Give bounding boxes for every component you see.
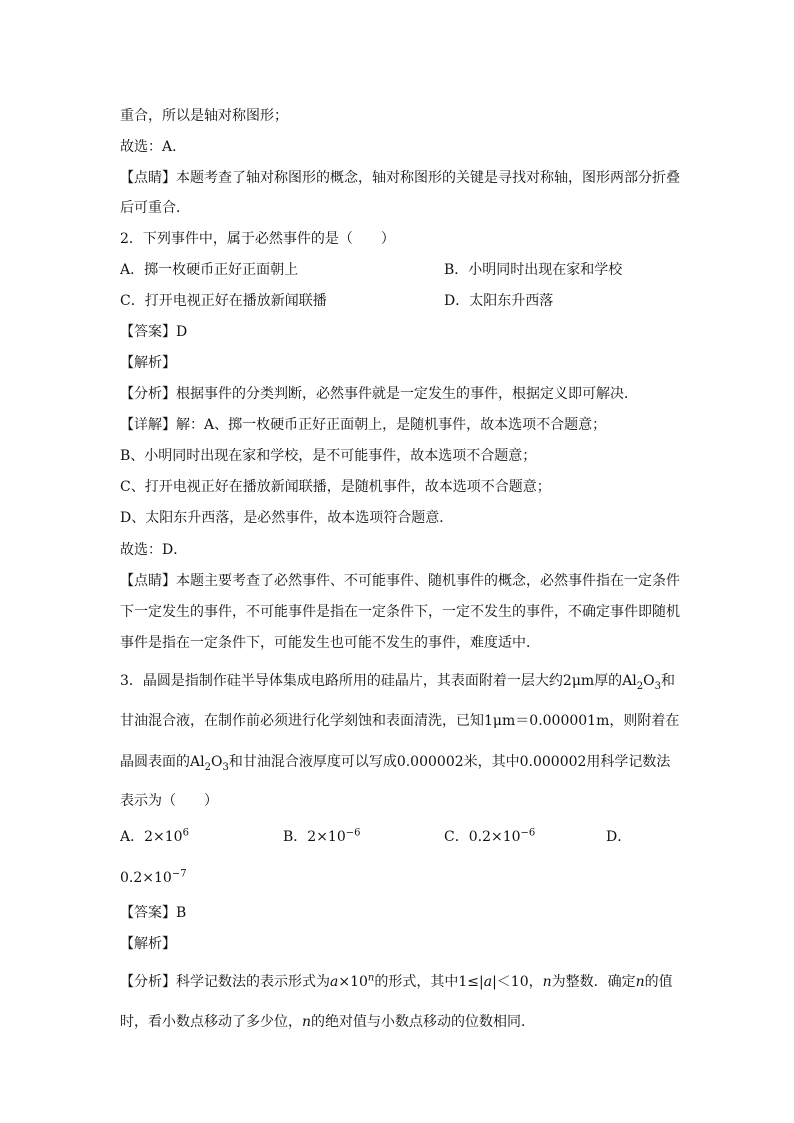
option-b (283, 827, 361, 847)
var-a: a (483, 974, 493, 990)
analysis-text: 【分析】根据事件的分类判断，必然事件就是一定发生的事件，根据定义即可解决． (120, 386, 638, 402)
text-run: 的形式，其中 (374, 974, 459, 990)
symbol: O (643, 673, 655, 689)
text-run: 的值 (644, 974, 673, 990)
range-right: |＜10 (492, 974, 529, 990)
formula-range (458, 974, 528, 990)
answer-label: 【答案】D (120, 324, 188, 340)
range-left: 1≤| (458, 974, 484, 990)
formula (307, 829, 360, 845)
exponent: −6 (520, 827, 536, 839)
text-line: 重合，所以是轴对称图形； (120, 108, 288, 124)
detail-text: D、太阳东升西落，是必然事件，故本选项符合题意． (120, 510, 454, 526)
text-run: 和 (661, 673, 676, 689)
text-run: 为整数．确定 (551, 974, 636, 990)
text-run: 的绝对值与小数点移动的位数相同． (311, 1014, 536, 1030)
option-d: D．太阳东升西落 (444, 293, 554, 309)
formula (120, 870, 187, 886)
option-d-formula (120, 868, 187, 888)
option-c: C．打开电视正好在播放新闻联播 (120, 293, 327, 309)
symbol: Al (622, 673, 637, 689)
symbol: Al (190, 754, 205, 770)
formula-base: 0.2×10 (468, 829, 521, 845)
comment-text: 【点睛】本题主要考查了必然事件、不可能事件、随机事件的概念，必然事件指在一定条件 (120, 573, 680, 589)
question-2-stem: 2．下列事件中，属于必然事件的是（ ） (120, 231, 395, 247)
question-3-line (120, 711, 679, 731)
exponent: −6 (345, 827, 361, 839)
option-a (120, 827, 189, 847)
text-run: 时，看小数点移动了多少位， (120, 1014, 302, 1030)
analysis-label: 【解析】 (120, 355, 176, 371)
formula-sci (330, 974, 374, 990)
text-run: 厚的 (594, 673, 623, 689)
formula-1um: 1μm＝0.000001m (484, 713, 610, 729)
formula-base: 0.2×10 (120, 870, 172, 886)
formula (144, 829, 189, 845)
text-run: 3．晶圆是指制作硅半导体集成电路所用的硅晶片，其表面附着一层大约 (120, 673, 563, 689)
text-run: ， (528, 974, 543, 990)
subscript: 2 (204, 761, 211, 773)
question-3-line: 表示为（ ） (120, 793, 218, 809)
option-label: C． (444, 829, 469, 845)
analysis-text (120, 1012, 535, 1032)
detail-text: B、小明同时出现在家和学校，是不可能事件，故本选项不合题意； (120, 448, 537, 464)
detail-text: 【详解】解：A、掷一枚硬币正好正面朝上，是随机事件，故本选项不合题意； (120, 417, 607, 433)
var-n: n (635, 974, 645, 990)
var-n: n (367, 972, 375, 984)
exponent: −7 (171, 868, 187, 880)
text-run: 甘油混合液，在制作前必须进行化学刻蚀和表面清洗，已知 (120, 713, 484, 729)
option-label: A． (120, 829, 145, 845)
analysis-text (120, 972, 673, 992)
formula-2um: 2μm (562, 673, 595, 689)
text-run: 和甘油混合液厚度可以写成0.000002米，其中0.000002用科学记数法 (228, 754, 671, 770)
text-line: 故选：A． (120, 139, 187, 155)
exponent: 6 (182, 827, 189, 839)
formula-al2o3 (190, 754, 229, 773)
times-ten: ×10 (338, 974, 368, 990)
question-3-line (120, 671, 675, 691)
subscript: 3 (654, 680, 662, 692)
option-d-label: D． (606, 829, 632, 845)
formula-al2o3 (622, 673, 662, 692)
option-label: B． (283, 829, 308, 845)
choice-text: 故选：D． (120, 542, 188, 558)
comment-text: 下一定发生的事件，不可能事件是指在一定条件下，一定不发生的事件，不确定事件即随机 (120, 604, 680, 620)
analysis-label: 【解析】 (120, 936, 176, 952)
symbol: O (210, 754, 223, 770)
formula-base: 2×10 (307, 829, 346, 845)
text-run: 晶圆表面的 (120, 754, 190, 770)
answer-label: 【答案】B (120, 905, 187, 921)
option-b: B．小明同时出现在家和学校 (444, 262, 623, 278)
formula (469, 829, 536, 845)
text-line: 后可重合． (120, 200, 190, 216)
var-n: n (302, 1014, 312, 1030)
text-run: 【分析】科学记数法的表示形式为 (120, 974, 330, 990)
text-run: ，则附着在 (609, 713, 680, 729)
option-c (444, 827, 535, 847)
comment-text: 事件是指在一定条件下，可能发生也可能不发生的事件，难度适中． (120, 635, 540, 651)
var-a: a (330, 974, 339, 990)
var-n: n (542, 974, 552, 990)
text-line: 【点睛】本题考查了轴对称图形的概念，轴对称图形的关键是寻找对称轴，图形两部分折叠 (120, 170, 680, 186)
detail-text: C、打开电视正好在播放新闻联播，是随机事件，故本选项不合题意； (120, 479, 551, 495)
question-3-line (120, 752, 670, 772)
option-a: A．掷一枚硬币正好正面朝上 (120, 262, 299, 278)
subscript: 3 (222, 761, 229, 773)
formula-base: 2×10 (144, 829, 183, 845)
subscript: 2 (636, 680, 644, 692)
